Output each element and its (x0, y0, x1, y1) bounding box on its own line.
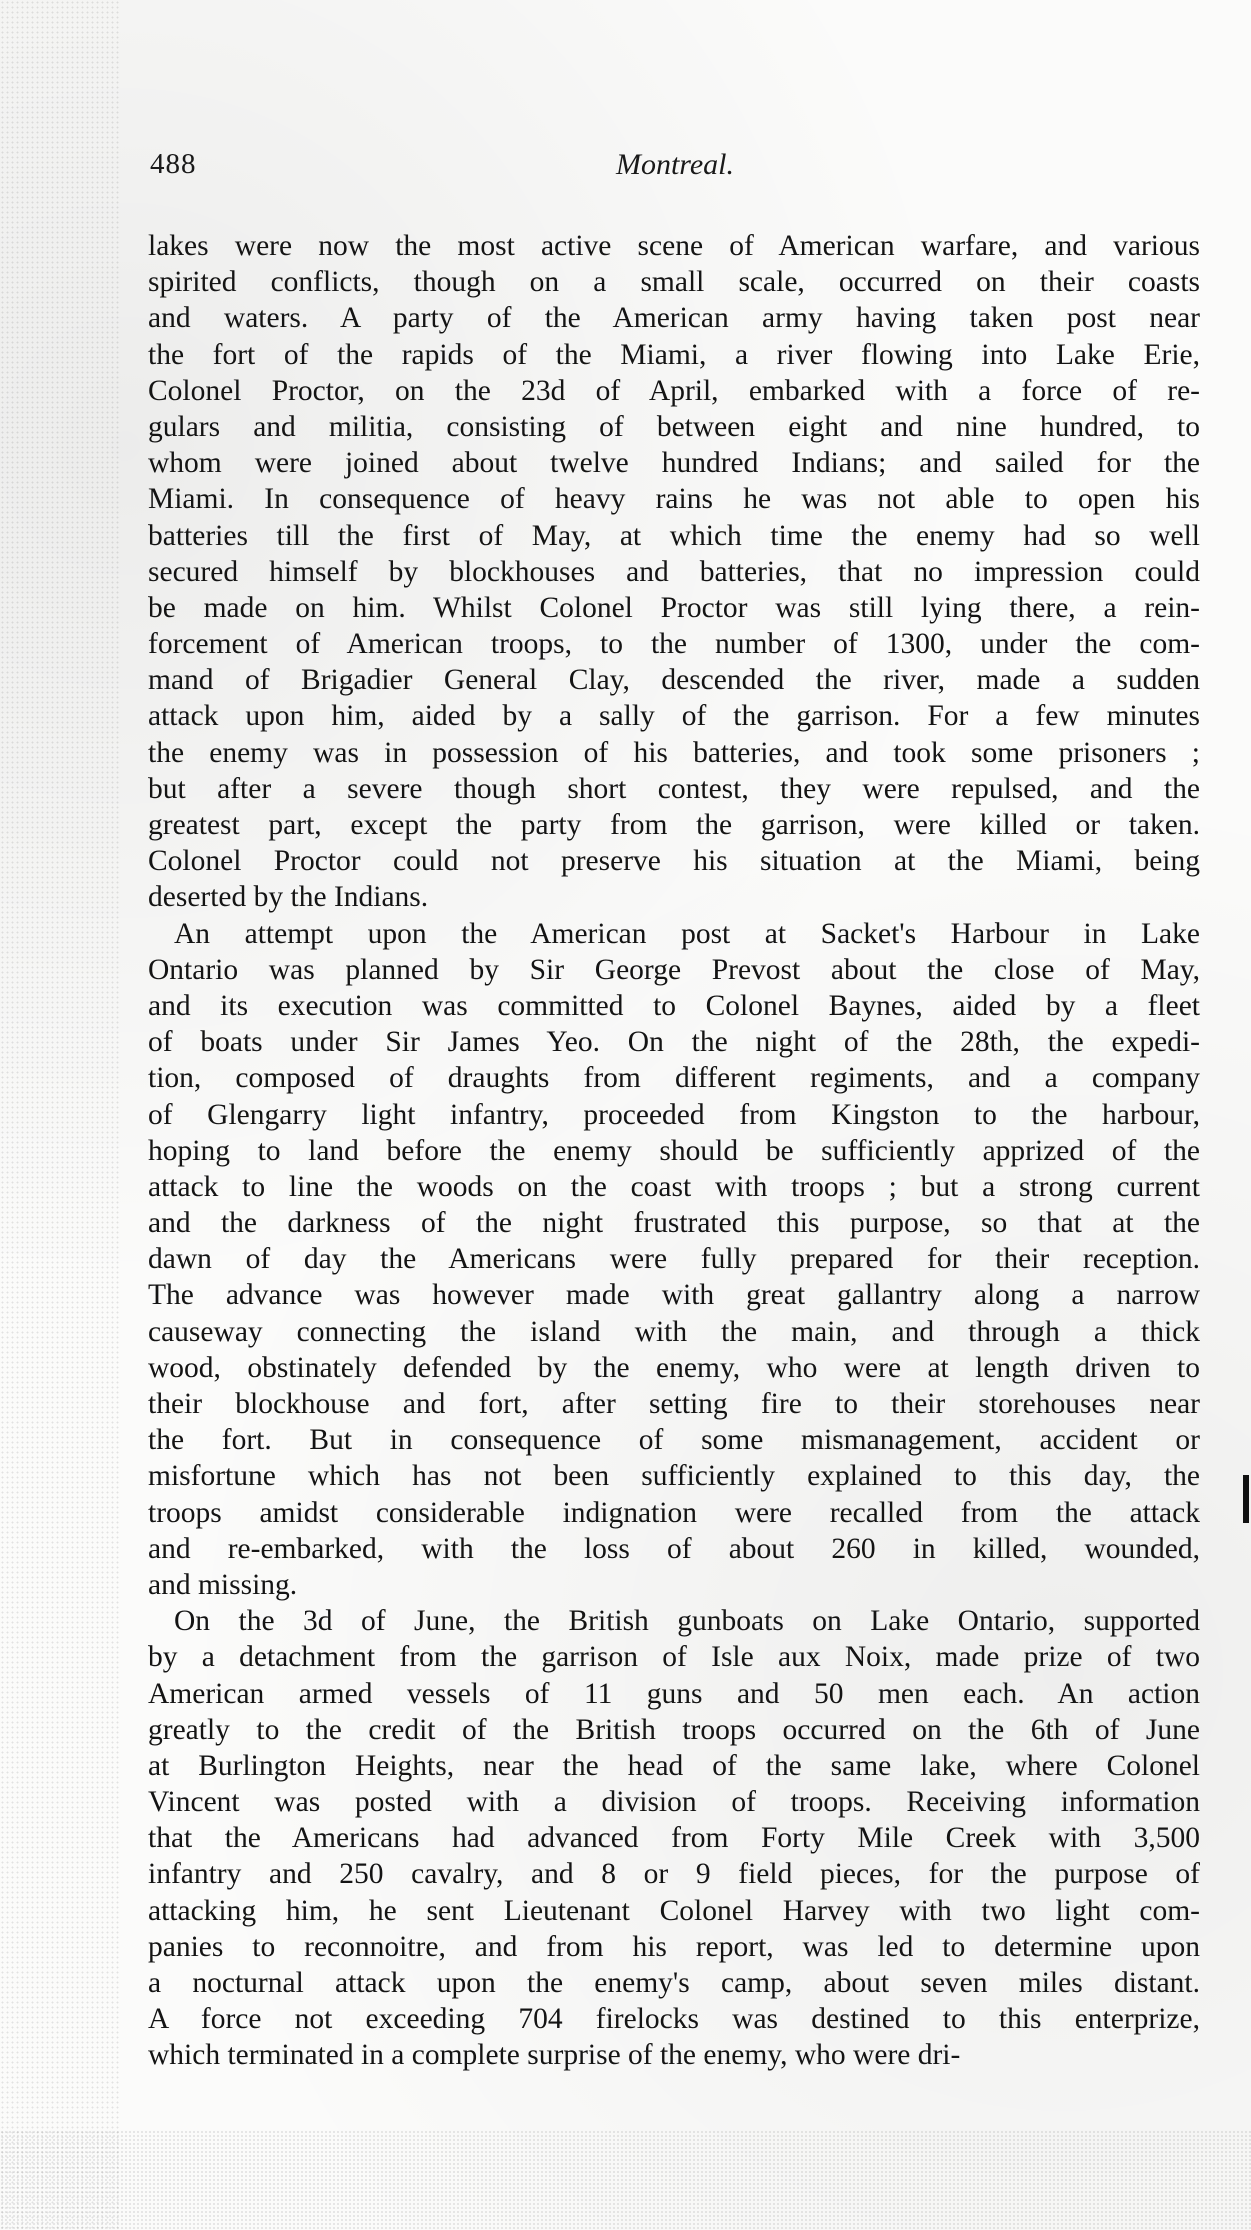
text-line: greatest part, except the party from the garrison, were killed or taken. (148, 809, 1200, 841)
text-line: spirited conflicts, though on a small scale, occurred on their coasts (148, 266, 1200, 299)
text-line: the enemy was in possession of his batteries, and took some prisoners ; (148, 736, 1200, 769)
text-line: American armed vessels of 11 guns and 50 men each. An action (148, 1677, 1200, 1710)
scan-edge-mark (1243, 1475, 1249, 1523)
text-line: that the Americans had advanced from Forty Mile Creek with 3,500 (148, 1822, 1200, 1855)
paragraph (148, 1603, 1200, 2073)
text-line: attack to line the woods on the coast with troops ; but a strong current (148, 1170, 1200, 1203)
scan-noise-left (0, 0, 120, 2230)
text-line: Vincent was posted with a division of troops. Receiving information (148, 1786, 1200, 1819)
text-line: A force not exceeding 704 firelocks was destined to this enterprize, (148, 2003, 1200, 2036)
text-line: mand of Brigadier General Clay, descended the river, made a sudden (148, 664, 1200, 697)
text-line: and the darkness of the night frustrated this purpose, so that at the (148, 1207, 1200, 1240)
page-number: 488 (150, 148, 197, 180)
text-line: Colonel Proctor, on the 23d of April, embarked with a force of re- (148, 374, 1200, 407)
text-line: of boats under Sir James Yeo. On the night of the 28th, the expedi- (148, 1026, 1200, 1059)
text-line: by a detachment from the garrison of Isle aux Noix, made prize of two (148, 1641, 1200, 1674)
text-line: tion, composed of draughts from different regiments, and a company (148, 1062, 1200, 1095)
scan-noise-bottom (0, 2130, 1251, 2230)
text-line: lakes were now the most active scene of American warfare, and various (148, 230, 1200, 262)
text-line: infantry and 250 cavalry, and 8 or 9 field pieces, for the purpose of (148, 1858, 1200, 1891)
text-line: wood, obstinately defended by the enemy, who were at length driven to (148, 1351, 1200, 1384)
text-line: gulars and militia, consisting of between eight and nine hundred, to (148, 410, 1200, 443)
text-line: batteries till the first of May, at which time the enemy had so well (148, 519, 1200, 552)
text-line: attacking him, he sent Lieutenant Colonel Harvey with two light com- (148, 1894, 1200, 1927)
text-line: and missing. (148, 1568, 298, 1601)
text-line: a nocturnal attack upon the enemy's camp, about seven miles distant. (148, 1967, 1200, 1999)
text-line: misfortune which has not been sufficiently explained to this day, the (148, 1460, 1200, 1493)
page-header (150, 148, 1200, 192)
text-line: greatly to the credit of the British troops occurred on the 6th of June (148, 1713, 1200, 1746)
text-line: attack upon him, aided by a sally of the garrison. For a few minutes (148, 700, 1200, 733)
text-line: Ontario was planned by Sir George Prevost about the close of May, (148, 953, 1200, 986)
text-line: but after a severe though short contest, they were repulsed, and the (148, 772, 1200, 805)
running-head: Montreal. (615, 148, 735, 181)
text-line: and re-embarked, with the loss of about 260 in killed, wounded, (148, 1532, 1200, 1565)
body-text (148, 228, 1200, 2074)
text-line: of Glengarry light infantry, proceeded from Kingston to the harbour, (148, 1098, 1200, 1131)
paragraph (148, 916, 1200, 1604)
text-line: which terminated in a complete surprise of the enemy, who were dri- (148, 2039, 961, 2072)
text-line: the fort of the rapids of the Miami, a river flowing into Lake Erie, (148, 338, 1200, 371)
text-line: their blockhouse and fort, after setting fire to their storehouses near (148, 1388, 1200, 1420)
text-line: secured himself by blockhouses and batteries, that no impression could (148, 555, 1200, 588)
text-line: the fort. But in consequence of some mismanagement, accident or (148, 1424, 1200, 1457)
text-line: whom were joined about twelve hundred Indians; and sailed for the (148, 447, 1200, 480)
text-line: panies to reconnoitre, and from his report, was led to determine upon (148, 1930, 1200, 1963)
text-line: Colonel Proctor could not preserve his situation at the Miami, being (148, 845, 1200, 878)
text-line: dawn of day the Americans were fully prepared for their reception. (148, 1243, 1200, 1276)
text-line: deserted by the Indians. (148, 881, 429, 914)
text-line: causeway connecting the island with the main, and through a thick (148, 1315, 1200, 1348)
text-line: troops amidst considerable indignation were recalled from the attack (148, 1496, 1200, 1529)
text-line: forcement of American troops, to the number of 1300, under the com- (148, 628, 1200, 661)
text-line: On the 3d of June, the British gunboats on Lake Ontario, supported (174, 1605, 1200, 1638)
text-line: Miami. In consequence of heavy rains he was not able to open his (148, 483, 1200, 516)
text-line: and waters. A party of the American army having taken post near (148, 302, 1200, 335)
text-line: An attempt upon the American post at Sacket's Harbour in Lake (174, 917, 1200, 950)
paragraph (148, 228, 1200, 916)
text-line: hoping to land before the enemy should be sufficiently apprized of the (148, 1134, 1200, 1167)
text-line: at Burlington Heights, near the head of the same lake, where Colonel (148, 1749, 1200, 1782)
text-line: The advance was however made with great gallantry along a narrow (148, 1279, 1200, 1312)
text-line: and its execution was committed to Colonel Baynes, aided by a fleet (148, 989, 1200, 1022)
text-line: be made on him. Whilst Colonel Proctor was still lying there, a rein- (148, 591, 1200, 624)
